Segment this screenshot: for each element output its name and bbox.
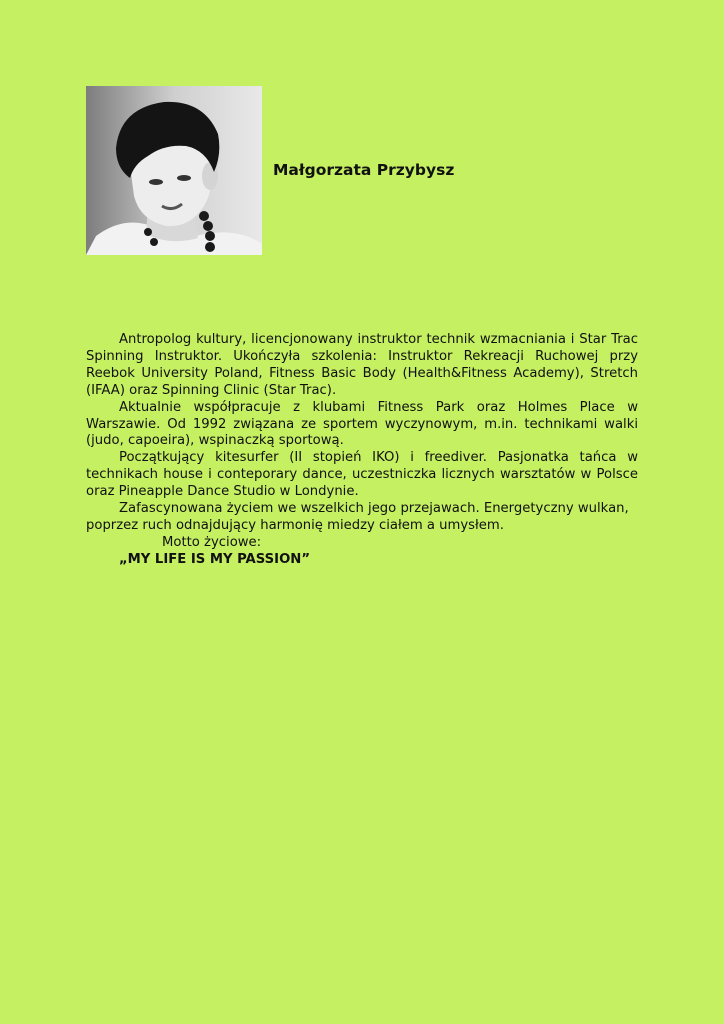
profile-photo [86,86,262,255]
bio-paragraph: Początkujący kitesurfer (II stopień IKO) i freediver. Pasjonatka tańca w technikach house i conteporary dance, uczestniczka licznych warsztatów w Polsce oraz Pineapple Dance Studio w Londynie. [86,450,638,500]
motto-intro: Motto życiowe: [162,534,262,550]
portrait-image [86,86,262,255]
bio-paragraph: Antropolog kultury, licencjonowany instruktor technik wzmacniania i Star Trac Spinning Instruktor. Ukończyła szkolenia: Instruktor Rekreacji Ruchowej przy Reebok University Poland, Fitness Basic Body (Health&Fitness Academy), Stretch (IFAA) oraz Spinning Clinic (Star Trac). [86,332,638,398]
bio-section [86,332,638,569]
bio-paragraph: Zafascynowana życiem we wszelkich jego przejawach. Energetyczny wulkan, poprzez ruch odnajdujący harmonię miedzy ciałem a umysłem. [86,501,629,533]
bio-paragraph: Aktualnie współpracuje z klubami Fitness Park oraz Holmes Place w Warszawie. Od 1992 związana ze sportem wyczynowym, m.in. technikami walki (judo, capoeira), wspinaczką sportową. [86,399,638,449]
profile-name: Małgorzata Przybysz [273,161,455,179]
motto-text: „MY LIFE IS MY PASSION” [119,551,310,567]
